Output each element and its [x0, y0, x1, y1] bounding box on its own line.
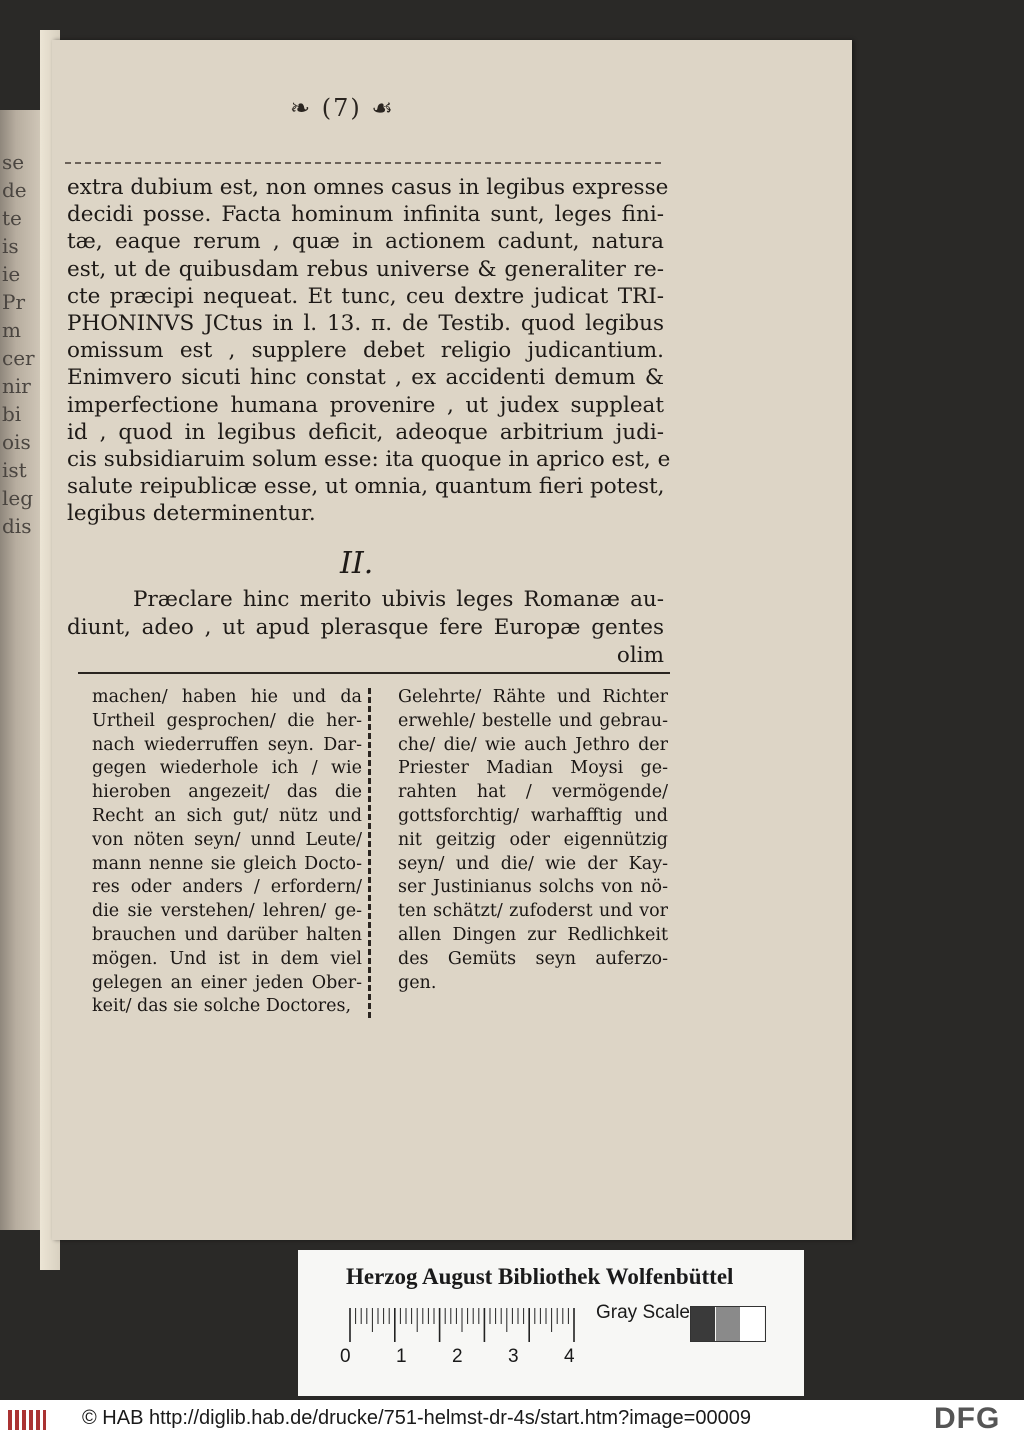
text-line: von nöten seyn/ unnd Leute/: [92, 829, 362, 850]
text-line: id , quod in legibus deficit, adeoque arbitrium judi-: [67, 419, 664, 445]
text-line: gegen wiederhole ich / wie: [92, 758, 362, 779]
text-line: ser Justinianus solchs von nö-: [398, 877, 668, 898]
text-line: Recht an sich gut/ nütz und: [92, 805, 362, 826]
prev-page-fragment: de: [2, 178, 27, 202]
hab-logo-icon: [6, 1406, 48, 1434]
page-number: (7): [321, 94, 362, 122]
text-line: nach wiederruffen seyn. Dar-: [92, 734, 362, 755]
text-line: est, ut de quibusdam rebus universe & generaliter re-: [67, 256, 664, 282]
prev-page-fragment: ie: [2, 262, 21, 286]
text-line: machen/ haben hie und da: [92, 687, 362, 707]
gray-swatch: [716, 1307, 740, 1341]
footer-bar: [0, 1400, 1024, 1439]
gray-scale-swatches: [690, 1306, 766, 1342]
section-number: II.: [340, 546, 374, 581]
text-line: brauchen und darüber halten: [92, 924, 362, 945]
text-line: keit/ das sie solche Doctores,: [92, 996, 352, 1017]
text-line: Gelehrte/ Rähte und Richter: [398, 687, 668, 707]
scale-ruler: [346, 1306, 586, 1344]
text-line: che/ die/ wie auch Jethro der: [398, 734, 668, 755]
text-line: nit geitzig oder eigennützig: [398, 829, 668, 850]
footnote-column-left: [92, 686, 362, 1019]
ruler-label: 3: [508, 1346, 519, 1367]
text-line: PHONINVS JCtus in l. 13. π. de Testib. quod legibus: [67, 311, 664, 337]
ruler-label: 1: [396, 1346, 407, 1367]
prev-page-fragment: nir: [2, 374, 31, 398]
text-line: Urtheil gesprochen/ die her-: [92, 710, 362, 731]
text-line: seyn/ und die/ wie der Kay-: [398, 853, 668, 874]
prev-page-fragment: m: [2, 318, 21, 342]
color-calibration-card: [298, 1250, 804, 1396]
library-title: Herzog August Bibliothek Wolfenbüttel: [346, 1264, 734, 1289]
text-line: allen Dingen zur Redlichkeit: [398, 924, 668, 945]
text-line: diunt, adeo , ut apud plerasque fere Europæ gentes: [67, 615, 664, 640]
prev-page-fragment: ist: [2, 458, 27, 482]
gray-swatch: [691, 1307, 715, 1341]
prev-page-fragment: ois: [2, 430, 31, 454]
text-line: hieroben angezeit/ das die: [92, 782, 362, 803]
text-line: tæ, eaque rerum , quæ in actionem cadunt, natura: [67, 229, 664, 255]
ruler-labels: [340, 1346, 600, 1370]
gray-swatch: [740, 1307, 764, 1341]
prev-page-fragment: te: [2, 206, 22, 230]
page-header: [290, 94, 395, 122]
footnote-column-right: [398, 686, 668, 995]
text-line: legibus determinentur.: [67, 501, 316, 527]
prev-page-fragment: dis: [2, 514, 32, 538]
prev-page-fragment: se: [2, 150, 25, 174]
text-line: mögen. Und ist in dem viel: [92, 948, 362, 969]
dfg-logo: DFG: [934, 1402, 1001, 1435]
text-line: cte præcipi nequeat. Et tunc, ceu dextre judicat TRI-: [67, 283, 664, 309]
text-line: extra dubium est, non omnes casus in legibus expresse: [67, 175, 669, 200]
gray-scale-label: Gray Scale: [596, 1302, 690, 1323]
prev-page-fragment: bi: [2, 402, 22, 426]
text-line: des Gemüts seyn auferzo-: [398, 948, 668, 969]
header-ornament-left: ❧: [290, 94, 313, 122]
text-line: imperfectione humana provenire , ut judex suppleat: [67, 392, 664, 418]
ruler-label: 4: [564, 1346, 575, 1367]
text-line: ten schätzt/ zufoderst und vor: [398, 901, 668, 922]
previous-page-edge: [0, 110, 40, 1230]
footer-url[interactable]: © HAB http://diglib.hab.de/drucke/751-helmst-dr-4s/start.htm?image=00009: [82, 1407, 751, 1429]
footnote-rule: [78, 672, 670, 674]
text-line: erwehle/ bestelle und gebrau-: [398, 710, 668, 731]
text-line: gen.: [398, 972, 437, 993]
text-line: rahten hat / vermögende/: [398, 782, 668, 803]
prev-page-fragment: leg: [2, 486, 34, 510]
latin-paragraph: [67, 174, 671, 528]
header-rule: [65, 162, 661, 164]
ruler-label: 2: [452, 1346, 463, 1367]
text-line: cis subsidiaruim solum esse: ita quoque in aprico est, e: [67, 447, 671, 473]
text-line: decidi posse. Facta hominum infinita sunt, leges fini-: [67, 202, 664, 228]
text-line: die sie verstehen/ lehren/ ge-: [92, 901, 362, 922]
text-line: Præclare hinc merito ubivis leges Romanæ au-: [133, 587, 664, 612]
text-line: gottsforchtig/ warhafftig und: [398, 805, 668, 826]
prev-page-fragment: Pr: [2, 290, 26, 314]
text-line: olim: [616, 643, 664, 668]
section-paragraph: [67, 586, 664, 670]
header-ornament-right: ☙: [371, 94, 395, 122]
prev-page-fragment: cer: [2, 346, 35, 370]
text-line: mann nenne sie gleich Docto-: [92, 853, 362, 874]
column-divider: [368, 688, 374, 1018]
text-line: omissum est , supplere debet religio judicantium.: [67, 338, 664, 364]
text-line: Enimvero sicuti hinc constat , ex accidenti demum &: [67, 365, 664, 391]
prev-page-fragment: is: [2, 234, 19, 258]
text-line: gelegen an einer jeden Ober-: [92, 972, 362, 993]
text-line: Priester Madian Moysi ge-: [398, 758, 668, 779]
text-line: res oder anders / erfordern/: [92, 877, 362, 898]
text-line: salute reipublicæ esse, ut omnia, quantum fieri potest,: [67, 474, 665, 500]
ruler-label: 0: [340, 1346, 351, 1367]
